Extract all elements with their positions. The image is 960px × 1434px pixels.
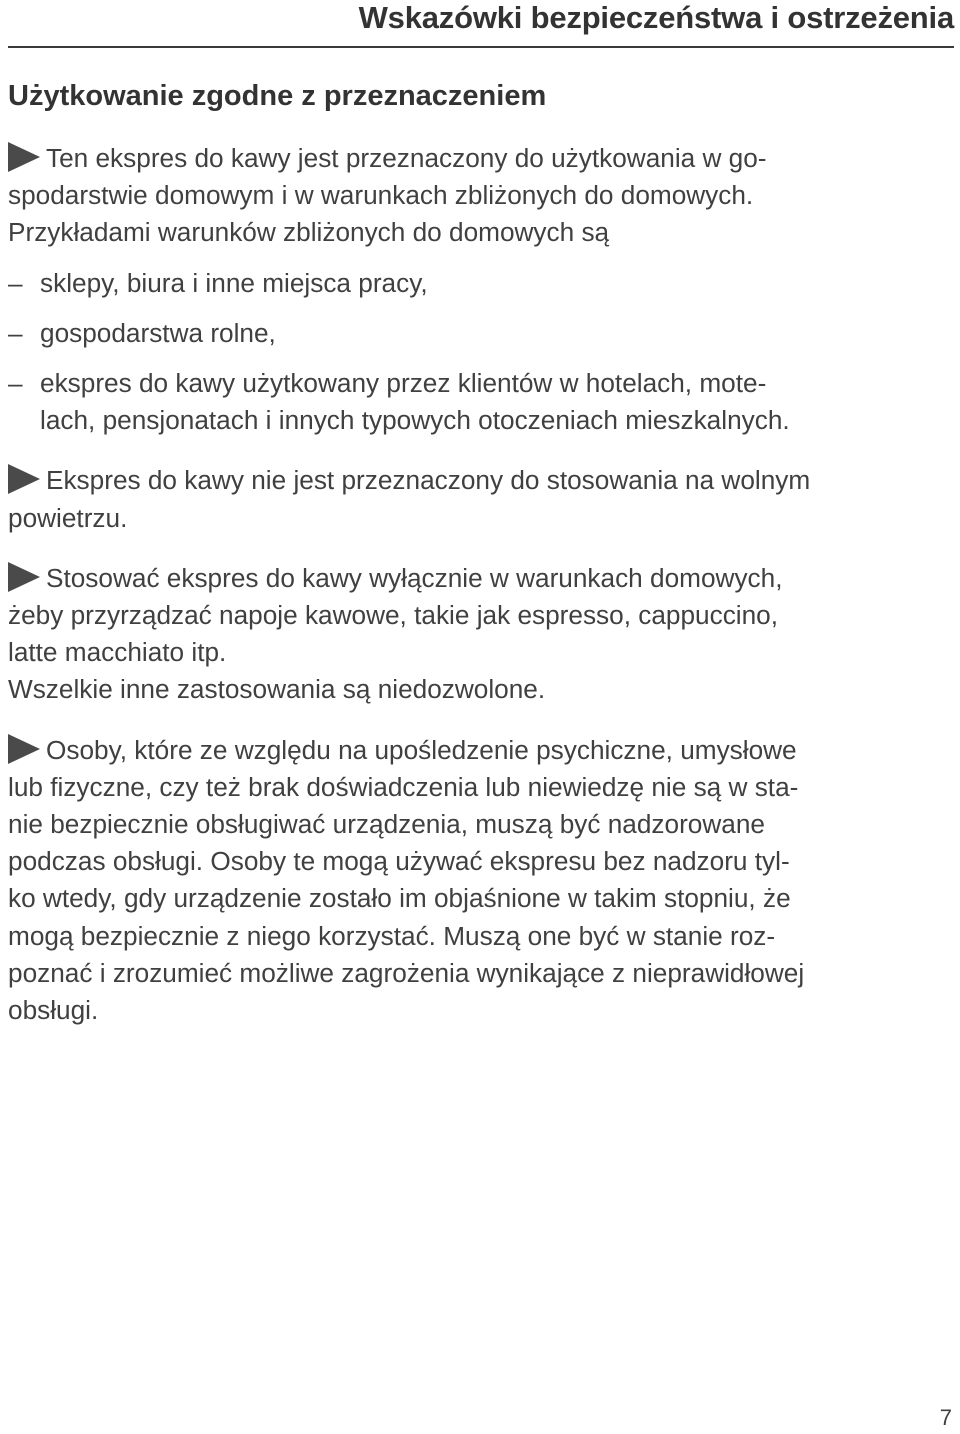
list-item <box>8 265 954 302</box>
list-item-text: sklepy, biura i inne miejsca pracy, <box>40 267 428 298</box>
paragraph-line <box>8 140 954 177</box>
paragraph-line: latte macchiato itp. <box>8 637 227 668</box>
paragraph-line <box>8 462 954 499</box>
paragraph-1 <box>8 140 954 252</box>
paragraph-line: ko wtedy, gdy urządzenie zostało im objaśnione w takim stopniu, że <box>8 883 791 914</box>
paragraph-line: Wszelkie inne zastosowania są niedozwolone. <box>8 674 546 705</box>
list-item-text: ekspres do kawy użytkowany przez klientów w hotelach, mote- <box>40 368 767 399</box>
paragraph-line: powietrzu. <box>8 502 128 533</box>
dash-bullet: – <box>8 368 23 399</box>
paragraph-line: poznać i zrozumieć możliwe zagrożenia wynikające z nieprawidłowej <box>8 957 805 988</box>
list-item-text: gospodarstwa rolne, <box>40 317 276 348</box>
page-number: 7 <box>939 1405 952 1430</box>
paragraph-line-text: Ten ekspres do kawy jest przeznaczony do użytkowania w go- <box>46 143 767 173</box>
bullet-triangle-icon <box>8 464 40 494</box>
paragraph-2 <box>8 462 954 536</box>
paragraph-line: nie bezpiecznie obsługiwać urządzenia, muszą być nadzorowane <box>8 809 765 840</box>
paragraph-line-text: Osoby, które ze względu na upośledzenie psychiczne, umysłowe <box>46 734 797 765</box>
content-body <box>8 140 954 1029</box>
list-item <box>8 315 954 352</box>
paragraph-line-text: Ekspres do kawy nie jest przeznaczony do stosowania na wolnym <box>46 465 811 496</box>
page-header-title: Wskazówki bezpieczeństwa i ostrzeżenia <box>358 0 954 35</box>
list-item-text: lach, pensjonatach i innych typowych otoczeniach mieszkalnych. <box>40 405 790 436</box>
paragraph-line <box>8 732 954 769</box>
paragraph-line: obsługi. <box>8 995 99 1026</box>
paragraph-line: mogą bezpiecznie z niego korzystać. Muszą one być w stanie roz- <box>8 920 776 951</box>
paragraph-3 <box>8 560 954 709</box>
paragraph-line: Przykładami warunków zbliżonych do domowych są <box>8 217 610 248</box>
list-item <box>8 365 954 439</box>
section-heading: Użytkowanie zgodne z przeznaczeniem <box>8 80 547 112</box>
paragraph-line <box>8 560 954 597</box>
dash-bullet: – <box>8 267 23 298</box>
paragraph-4 <box>8 732 954 1030</box>
paragraph-line: spodarstwie domowym i w warunkach zbliżonych do domowych. <box>8 180 754 211</box>
page-header <box>8 0 954 48</box>
dash-bullet: – <box>8 317 23 348</box>
paragraph-line: podczas obsługi. Osoby te mogą używać ekspresu bez nadzoru tyl- <box>8 846 790 877</box>
paragraph-line-text: Stosować ekspres do kawy wyłącznie w warunkach domowych, <box>46 562 783 593</box>
bullet-triangle-icon <box>8 142 40 172</box>
paragraph-line: lub fizyczne, czy też brak doświadczenia lub niewiedzę nie są w sta- <box>8 771 799 802</box>
bullet-triangle-icon <box>8 562 40 592</box>
paragraph-line: żeby przyrządzać napoje kawowe, takie jak espresso, cappuccino, <box>8 600 779 631</box>
bullet-triangle-icon <box>8 734 40 764</box>
